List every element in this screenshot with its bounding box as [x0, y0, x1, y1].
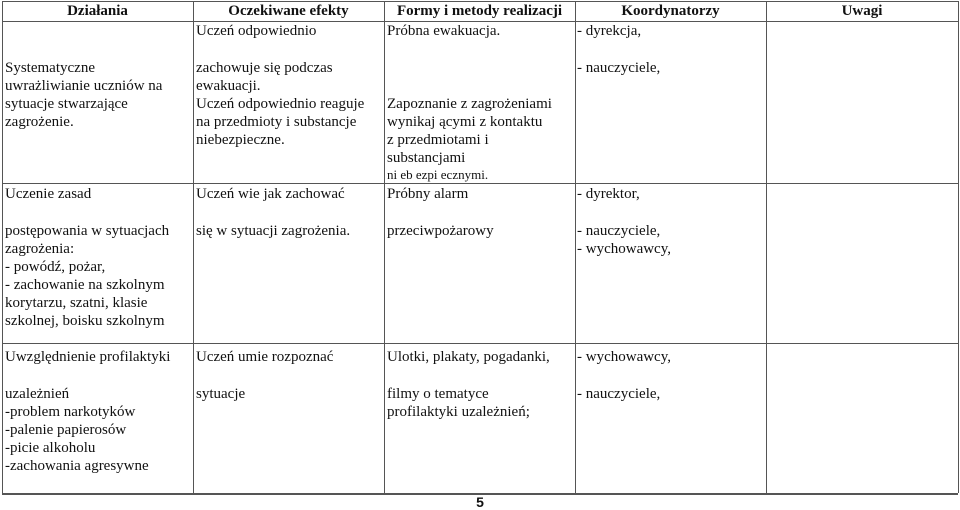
cell-text: - nauczyciele, — [577, 386, 661, 402]
cell-text: Systematyczne — [5, 60, 95, 76]
header-dzialania: Działania — [67, 3, 128, 19]
cell-text: - powódź, pożar, — [5, 259, 106, 275]
cell-text: ni eb ezpi ecznymi. — [387, 167, 489, 182]
cell-text: profilaktyki uzależnień; — [387, 404, 530, 420]
cell-text: zagrożenia: — [5, 241, 75, 257]
cell-text: Uczeń odpowiednio — [196, 23, 317, 39]
cell-text: Próbna ewakuacja. — [387, 23, 501, 39]
cell-text: - nauczyciele, — [577, 223, 661, 239]
cell-text: Uwzględnienie profilaktyki — [5, 349, 171, 365]
header-efekty: Oczekiwane efekty — [228, 3, 349, 19]
cell-text: z przedmiotami i — [387, 132, 489, 148]
cell-text: przeciwpożarowy — [387, 223, 494, 239]
cell-text: sytuacje stwarzające — [5, 96, 128, 112]
cell-text: filmy o tematyce — [387, 386, 489, 402]
table-border — [958, 1, 959, 493]
table-border — [193, 1, 194, 493]
cell-text: Uczeń wie jak zachować — [196, 186, 345, 202]
cell-text: uwrażliwianie uczniów na — [5, 78, 163, 94]
cell-text: wynikaj ącymi z kontaktu — [387, 114, 543, 130]
cell-text: Uczeń odpowiednio reaguje — [196, 96, 365, 112]
cell-text: -palenie papierosów — [5, 422, 127, 438]
cell-text: substancjami — [387, 150, 466, 166]
cell-text: Uczenie zasad — [5, 186, 92, 202]
cell-text: - zachowanie na szkolnym — [5, 277, 165, 293]
table-border — [575, 1, 576, 493]
cell-text: - wychowawcy, — [577, 349, 671, 365]
cell-text: -problem narkotyków — [5, 404, 136, 420]
cell-text: - dyrekcja, — [577, 23, 642, 39]
cell-text: Uczeń umie rozpoznać — [196, 349, 334, 365]
table-border — [384, 1, 385, 493]
header-uwagi: Uwagi — [841, 3, 883, 19]
cell-text: sytuacje — [196, 386, 246, 402]
cell-text: Próbny alarm — [387, 186, 469, 202]
cell-text: na przedmioty i substancje — [196, 114, 357, 130]
header-formy: Formy i metody realizacji — [396, 3, 563, 19]
page-number: 5 — [476, 494, 484, 510]
cell-text: - dyrektor, — [577, 186, 640, 202]
cell-text: ewakuacji. — [196, 78, 261, 94]
cell-text: zachowuje się podczas — [196, 60, 333, 76]
cell-text: postępowania w sytuacjach — [5, 223, 170, 239]
cell-text: uzależnień — [5, 386, 70, 402]
cell-text: się w sytuacji zagrożenia. — [196, 223, 351, 239]
cell-text: zagrożenie. — [5, 114, 74, 130]
cell-text: korytarzu, szatni, klasie — [5, 295, 148, 311]
table-border — [2, 343, 958, 344]
cell-text: Zapoznanie z zagrożeniami — [387, 96, 552, 112]
cell-text: Ulotki, plakaty, pogadanki, — [387, 349, 550, 365]
cell-text: -zachowania agresywne — [5, 458, 149, 474]
cell-text: - nauczyciele, — [577, 60, 661, 76]
header-koordynatorzy: Koordynatorzy — [621, 3, 720, 19]
cell-text: szkolnej, boisku szkolnym — [5, 313, 165, 329]
table-border — [2, 1, 3, 493]
cell-text: - wychowawcy, — [577, 241, 671, 257]
cell-text: -picie alkoholu — [5, 440, 96, 456]
table-border — [766, 1, 767, 493]
cell-text: niebezpieczne. — [196, 132, 285, 148]
